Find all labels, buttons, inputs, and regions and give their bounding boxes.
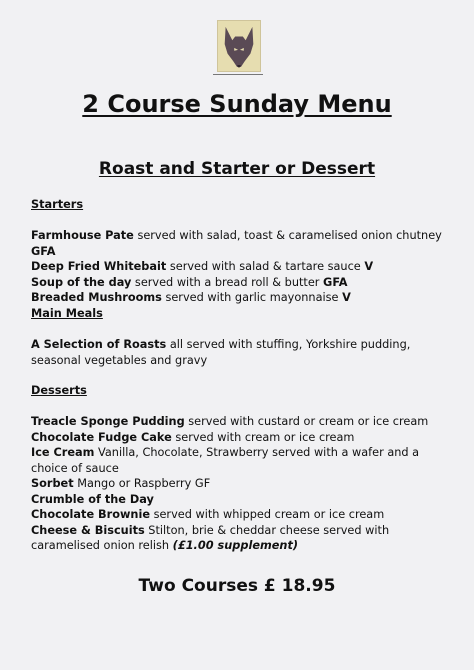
menu-item-description: Vanilla, Chocolate, Strawberry served with a wafer and a choice of sauce	[31, 446, 420, 475]
menu-item-description: served with salad & tartare sauce	[166, 260, 365, 273]
menu-item-description: all served with stuffing, Yorkshire pudding, seasonal vegetables and gravy	[31, 338, 411, 367]
starters-section	[31, 197, 443, 306]
price-label: Two Courses £ 18.95	[138, 576, 336, 596]
desserts-section	[31, 383, 443, 554]
menu-item-name: Soup of the day	[31, 275, 132, 289]
menu-item	[31, 290, 443, 306]
starters-list	[31, 228, 443, 306]
menu-item-description: served with whipped cream or ice cream	[150, 508, 385, 521]
menu-item	[31, 228, 443, 259]
dietary-tag: GFA	[323, 275, 348, 289]
menu-item-name: Chocolate Brownie	[31, 508, 150, 521]
menu-item-name: Chocolate Fudge Cake	[31, 430, 172, 444]
menu-item-name: Deep Fried Whitebait	[31, 260, 167, 273]
menu-item-name: Cheese & Biscuits	[31, 523, 145, 537]
dietary-tag: GFA	[31, 244, 56, 258]
logo-divider	[213, 74, 263, 75]
menu-subtitle: Roast and Starter or Dessert	[98, 159, 376, 179]
menu-item	[31, 259, 443, 275]
menu-item-description: served with custard or cream or ice cream	[184, 415, 429, 428]
menu-item	[31, 523, 443, 554]
menu-item-description: served with garlic mayonnaise	[161, 291, 343, 304]
menu-item-name: Farmhouse Pate	[31, 229, 134, 242]
menu-item	[31, 476, 443, 492]
dietary-tag: V	[364, 260, 374, 273]
menu-item	[31, 445, 443, 476]
supplement-note: (£1.00 supplement)	[172, 539, 299, 552]
menu-title: 2 Course Sunday Menu	[82, 90, 392, 118]
menu-item-name: Sorbet	[31, 477, 74, 490]
menu-item	[31, 414, 443, 430]
menu-item-name: A Selection of Roasts	[31, 338, 167, 351]
menu-item-name: Crumble of the Day	[31, 492, 154, 506]
dietary-tag: V	[342, 291, 351, 304]
starters-heading: Starters	[31, 198, 84, 211]
fox-logo-icon	[217, 20, 261, 72]
main-meals-section	[31, 306, 443, 368]
menu-item-name: Ice Cream	[31, 446, 95, 459]
menu-item-description: served with cream or ice cream	[171, 430, 355, 444]
menu-item	[31, 337, 443, 368]
menu-item-name: Treacle Sponge Pudding	[31, 415, 185, 428]
menu-item-description: Mango or Raspberry GF	[73, 477, 211, 490]
desserts-list	[31, 414, 443, 554]
menu-item	[31, 507, 443, 523]
desserts-heading: Desserts	[31, 384, 87, 397]
main-meals-heading: Main Meals	[31, 307, 103, 320]
menu-item-name: Breaded Mushrooms	[31, 291, 162, 304]
menu-item	[31, 430, 443, 446]
menu-item	[31, 492, 443, 508]
main-meals-list	[31, 337, 443, 368]
menu-item-description: Stilton, brie & cheddar cheese served with caramelised onion relish	[31, 523, 390, 552]
menu-item	[31, 275, 443, 291]
menu-item-description: served with a bread roll & butter	[131, 275, 324, 289]
menu-item-description: served with salad, toast & caramelised onion chutney	[133, 229, 442, 242]
